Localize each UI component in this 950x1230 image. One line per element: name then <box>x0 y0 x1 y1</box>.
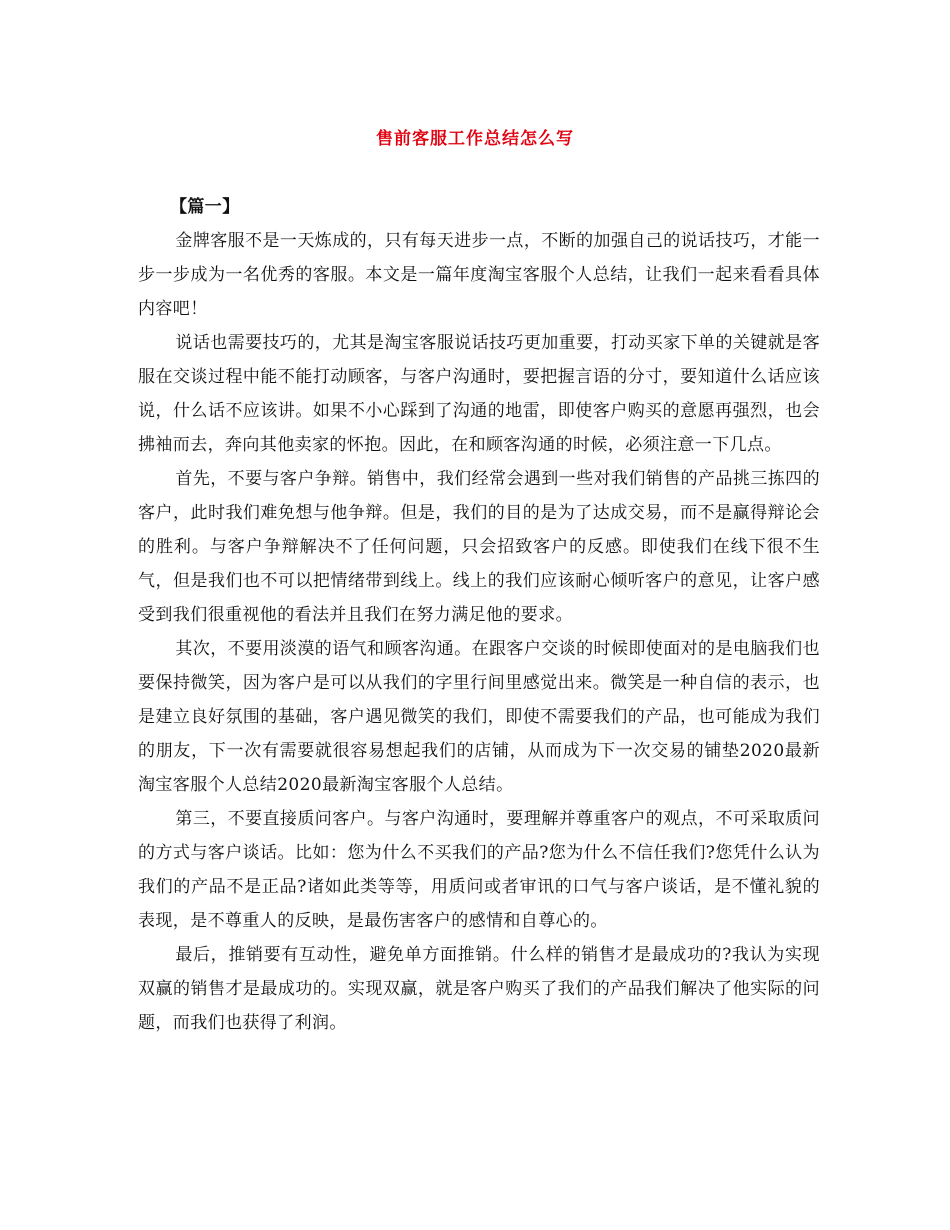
paragraph-last-point: 最后，推销要有互动性，避免单方面推销。什么样的销售才是最成功的?我认为实现双赢的销售才是最成功的。实现双赢，就是客户购买了我们的产品我们解决了他实际的问题，而我们也获得了利润。 <box>138 945 820 1033</box>
paragraph-speaking-skills: 说话也需要技巧的，尤其是淘宝客服说话技巧更加重要，打动买家下单的关键就是客服在交谈过程中能不能打动顾客，与客户沟通时，要把握言语的分寸，要知道什么话应该说，什么话不应该讲。如果不小心踩到了沟通的地雷，即使客户购买的意愿再强烈，也会拂袖而去，奔向其他卖家的怀抱。因此，在和顾客沟通的时候，必须注意一下几点。 <box>138 333 820 455</box>
paragraph-second-point: 其次，不要用淡漠的语气和顾客沟通。在跟客户交谈的时候即使面对的是电脑我们也要保持微笑，因为客户是可以从我们的字里行间里感觉出来。微笑是一种自信的表示，也是建立良好氛围的基础，客户遇见微笑的我们，即使不需要我们的产品，也可能成为我们的朋友，下一次有需要就很容易想起我们的店铺，从而成为下一次交易的铺垫2020最新淘宝客服个人总结2020最新淘宝客服个人总结。 <box>138 639 820 795</box>
paragraph-first-point: 首先，不要与客户争辩。销售中，我们经常会遇到一些对我们销售的产品挑三拣四的客户，此时我们难免想与他争辩。但是，我们的目的是为了达成交易，而不是赢得辩论会的胜利。与客户争辩解决不了任何问题，只会招致客户的反感。即使我们在线下很不生气，但是我们也不可以把情绪带到线上。线上的我们应该耐心倾听客户的意见，让客户感受到我们很重视他的看法并且我们在努力满足他的要求。 <box>138 469 820 625</box>
document-body <box>138 190 820 1040</box>
paragraph-third-point: 第三，不要直接质问客户。与客户沟通时，要理解并尊重客户的观点，不可采取质问的方式与客户谈话。比如：您为什么不买我们的产品?您为什么不信任我们?您凭什么认为我们的产品不是正品?诸如此类等等，用质问或者审讯的口气与客户谈话，是不懂礼貌的表现，是不尊重人的反映，是最伤害客户的感情和自尊心的。 <box>138 809 820 931</box>
paragraph-intro: 金牌客服不是一天炼成的，只有每天进步一点，不断的加强自己的说话技巧，才能一步一步成为一名优秀的客服。本文是一篇年度淘宝客服个人总结，让我们一起来看看具体内容吧！ <box>138 231 820 319</box>
section-label: 【篇一】 <box>170 197 240 217</box>
document-title: 售前客服工作总结怎么写 <box>376 129 574 149</box>
